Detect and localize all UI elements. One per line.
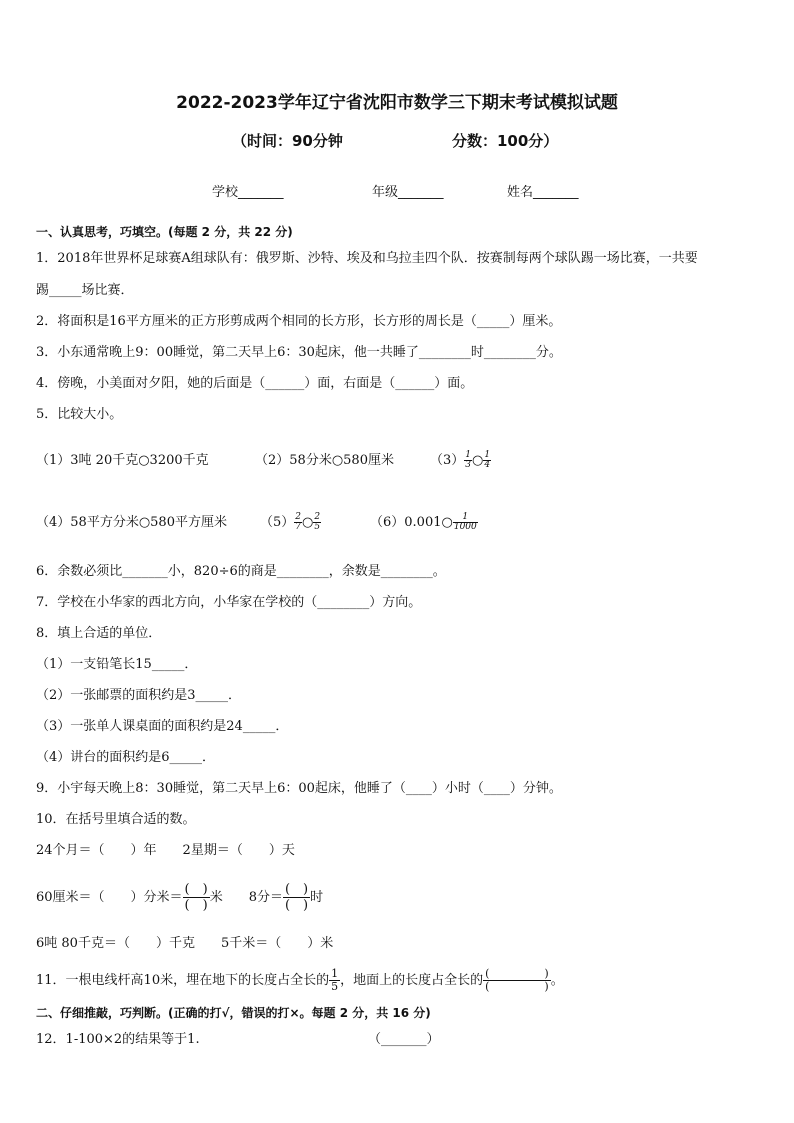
numerator: 2	[295, 512, 302, 522]
numerator-blank: ( )	[485, 967, 549, 980]
question-8-item-3: （3）一张单人课桌面的面积约是24_____．	[36, 719, 289, 734]
name-field[interactable]: 姓名_______	[507, 185, 579, 200]
question-5-item-5	[260, 510, 321, 536]
row-text: 60厘米＝（ ）分米＝	[36, 890, 183, 905]
fraction	[313, 513, 321, 532]
denominator: 7	[295, 522, 302, 532]
question-5: 5．比较大小。	[36, 407, 123, 422]
question-7: 7．学校在小华家的西北方向，小华家在学校的（________）方向。	[36, 595, 422, 610]
question-5-item-3	[430, 448, 491, 474]
page-title: 2022-2023学年辽宁省沈阳市数学三下期末考试模拟试题	[176, 93, 618, 113]
denominator-blank: ( )	[184, 898, 208, 913]
question-8: 8．填上合适的单位．	[36, 626, 162, 641]
section1-heading: 一、认真思考，巧填空。(每题 2 分，共 22 分)	[36, 225, 293, 239]
question-5-item-1: （1）3吨 20千克○3200千克	[36, 453, 209, 468]
question-12: 12．1-100×2的结果等于1.	[36, 1032, 200, 1047]
fraction	[294, 513, 302, 532]
section2-heading: 二、仔细推敲，巧判断。(正确的打√，错误的打×。每题 2 分，共 16 分)	[36, 1006, 431, 1020]
fraction	[453, 513, 478, 532]
numerator-blank: ( )	[184, 882, 208, 897]
item-label: （5）	[260, 515, 295, 530]
numerator: 1	[465, 450, 472, 460]
blank-fraction	[183, 882, 210, 913]
fraction	[329, 968, 340, 993]
denominator: 5	[314, 522, 321, 532]
question-9: 9．小宇每天晚上8：30睡觉，第二天早上6：00起床，他睡了（____）小时（____）分钟。	[36, 781, 562, 796]
item-label: （3）	[430, 453, 465, 468]
question-1-line-2: 踢_____场比赛．	[36, 283, 134, 298]
question-text: ，地面上的长度占全长的	[340, 973, 484, 988]
denominator-blank: ( )	[284, 898, 309, 913]
numerator: 1	[484, 450, 491, 460]
denominator: 4	[484, 460, 491, 470]
question-10: 10．在括号里填合适的数。	[36, 812, 196, 827]
numerator: 1	[331, 967, 339, 980]
denominator: 5	[331, 980, 339, 993]
exam-time: （时间：90分钟	[232, 132, 343, 150]
question-3: 3．小东通常晚上9：00睡觉，第二天早上6：30起床，他一共睡了________时________分。	[36, 345, 562, 360]
question-6: 6．余数必须比_______小，820÷6的商是________，余数是________。	[36, 564, 446, 579]
fraction	[483, 451, 491, 470]
question-5-item-6	[370, 510, 478, 536]
denominator-blank: ( )	[485, 980, 549, 993]
numerator: 1	[453, 513, 478, 523]
question-10-row-1: 24个月＝（ ）年 2星期＝（ ）天	[36, 843, 295, 858]
question-8-item-4: （4）讲台的面积约是6_____．	[36, 750, 216, 765]
numerator-blank: ( )	[284, 882, 309, 897]
compare-circle: ○	[302, 515, 314, 530]
question-5-item-4: （4）58平方分米○580平方厘米	[36, 515, 227, 530]
denominator: 1000	[453, 522, 477, 532]
question-text: 11．一根电线杆高10米，埋在地下的长度占全长的	[36, 973, 330, 988]
school-field[interactable]: 学校_______	[212, 185, 284, 200]
question-1-line-1: 1．2018年世界杯足球赛A组球队有：俄罗斯、沙特、埃及和乌拉圭四个队．按赛制每两个球队踢一场比赛，一共要	[36, 251, 698, 266]
question-text: 。	[550, 973, 564, 988]
question-10-row-3: 6吨 80千克＝（ ）千克 5千米＝（ ）米	[36, 936, 334, 951]
row-text: 时	[310, 890, 324, 905]
question-5-item-2: （2）58分米○580厘米	[255, 453, 394, 468]
blank-fraction	[283, 882, 310, 913]
fraction	[464, 451, 472, 470]
denominator: 3	[465, 460, 472, 470]
question-8-item-2: （2）一张邮票的面积约是3_____．	[36, 688, 242, 703]
question-11	[36, 965, 564, 997]
compare-circle: ○	[472, 453, 484, 468]
row-text: 米 8分＝	[209, 890, 283, 905]
exam-score: 分数：100分）	[452, 132, 559, 150]
blank-fraction	[483, 968, 551, 993]
grade-field[interactable]: 年级_______	[372, 185, 444, 200]
question-4: 4．傍晚，小美面对夕阳，她的后面是（______）面，右面是（______）面。	[36, 376, 474, 391]
question-12-answer-blank[interactable]: （_______）	[368, 1032, 440, 1047]
question-8-item-1: （1）一支铅笔长15_____．	[36, 657, 198, 672]
question-2: 2．将面积是16平方厘米的正方形剪成两个相同的长方形，长方形的周长是（_____）厘米。	[36, 314, 562, 329]
item-label: （6）0.001○	[370, 515, 453, 530]
numerator: 2	[314, 512, 321, 522]
question-10-row-2	[36, 875, 323, 920]
